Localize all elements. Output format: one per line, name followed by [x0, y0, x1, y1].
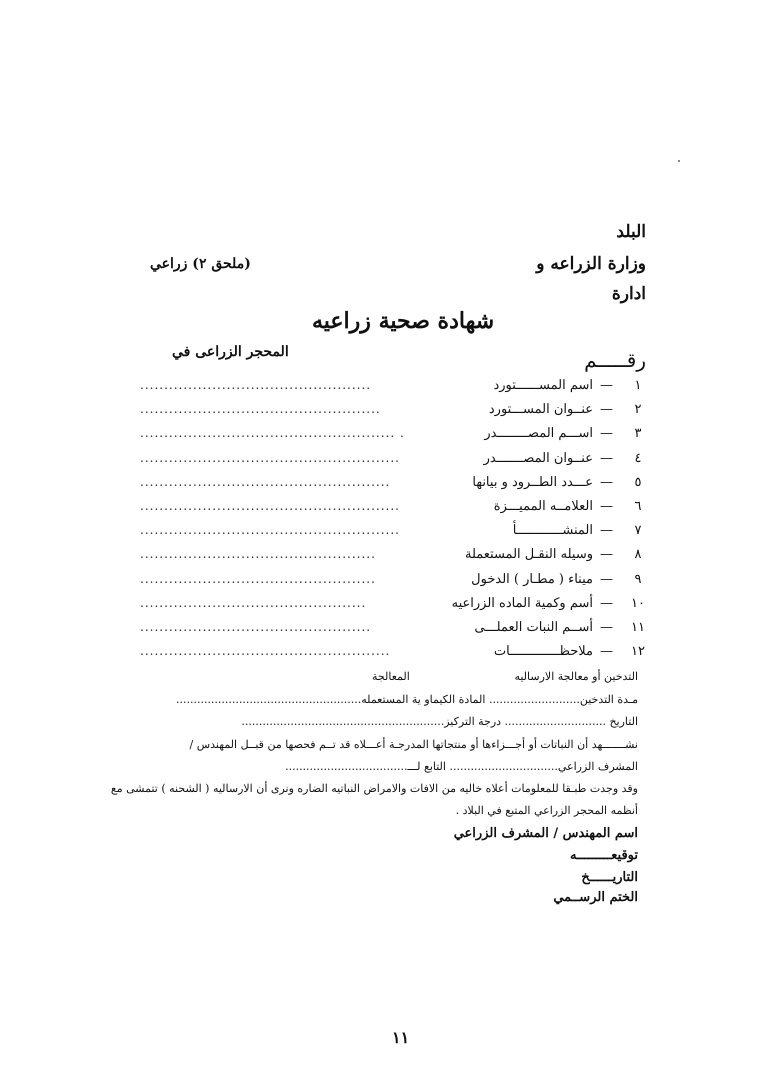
certify-line: نشـــــــهد أن النباتات أو أجـــزاءها أو منتجاتها المدرجـة أعـــلاه قد تــم فحصها من قبــل المهندس / [189, 738, 638, 751]
field-dotted-line: .................................................. [140, 402, 381, 416]
administration-label: ادارة [611, 284, 646, 304]
treatment-heading: التدخين أو معالجة الارساليه [514, 670, 638, 683]
field-number: ٧ [634, 523, 642, 538]
field-label: ميناء ( مطـار ) الدخول [471, 572, 593, 587]
field-row [140, 547, 645, 569]
quarantine-label: المحجر الزراعى في [172, 344, 289, 360]
field-number: ٨ [634, 547, 642, 562]
signature-label: توقيعـــــــــه [570, 848, 638, 863]
page-number: ١١ [392, 1028, 410, 1047]
field-dash: — [600, 596, 613, 611]
ministry-label: وزارة الزراعه و [536, 254, 646, 274]
treatment-duration-line: مـدة التدخين.......................... المادة الكيماو ية المستعمله..................................................... [175, 693, 638, 706]
field-number: ١٢ [631, 644, 645, 659]
number-label: رقـــــم [584, 348, 646, 372]
field-dash: — [600, 572, 613, 587]
field-number: ٦ [634, 499, 642, 514]
field-number: ١ [634, 378, 642, 393]
field-dash: — [600, 402, 613, 417]
field-row [140, 451, 645, 473]
date-label: التاريــــــخ [581, 870, 638, 885]
field-dash: — [600, 451, 613, 466]
field-number: ٤ [634, 451, 642, 466]
field-dash: — [600, 499, 613, 514]
field-label: العلامــه المميـــزة [493, 499, 593, 514]
field-row [140, 523, 645, 545]
field-dash: — [600, 644, 613, 659]
field-dotted-line: . ..................................................... [140, 426, 405, 440]
field-number: ٣ [634, 426, 642, 441]
field-row [140, 620, 645, 642]
treatment-subheading: المعالجة [372, 670, 410, 683]
field-dash: — [600, 620, 613, 635]
country-label: البلد [616, 222, 646, 242]
field-number: ١٠ [631, 596, 645, 611]
field-number: ١١ [631, 620, 645, 635]
field-number: ٩ [634, 572, 642, 587]
field-dotted-line: .................................................... [140, 644, 391, 658]
field-dotted-line: ................................................. [140, 547, 376, 561]
field-row [140, 499, 645, 521]
found-line-2: أنظمه المحجر الزراعي المتبع في البلاد . [455, 804, 638, 817]
field-dotted-line: ...................................................... [140, 499, 400, 513]
stamp-label: الختم الرســمي [553, 890, 638, 905]
engineer-label: اسم المهندس / المشرف الزراعي [453, 826, 638, 841]
field-label: وسيله النقـل المستعملة [464, 547, 593, 562]
field-dotted-line: .................................................... [140, 475, 391, 489]
scan-speck [678, 160, 680, 162]
field-label: عـــدد الطــرود و بيانها [472, 475, 593, 490]
field-dotted-line: ............................................... [140, 596, 367, 610]
treatment-date-line: التاريخ ............................. درجة التركيز.......................................................... [241, 715, 638, 728]
supervisor-line: المشرف الزراعي............................... التابع لـــ................................... [285, 760, 638, 773]
field-label: عنــوان المســـتورد [488, 402, 593, 417]
field-label: المنشــــــــــــأ [512, 523, 593, 538]
field-dash: — [600, 475, 613, 490]
field-dotted-line: ................................................. [140, 572, 376, 586]
field-dash: — [600, 426, 613, 441]
field-dash: — [600, 547, 613, 562]
field-number: ٥ [634, 475, 642, 490]
field-label: اسم المســــــتورد [493, 378, 593, 393]
document-title: شهادة صحية زراعيه [312, 308, 495, 334]
field-dotted-line: ................................................ [140, 378, 372, 392]
found-line-1: وقد وجدت طبـقا للمعلومات أعلاه خاليه من الافات والامراض النباتيه الضاره ونرى أن الارساليه ( الشحنه ) تتمشى مع [110, 782, 638, 795]
field-label: عنــوان المصـــــــدر [483, 451, 593, 466]
field-number: ٢ [634, 402, 642, 417]
field-dotted-line: ...................................................... [140, 523, 400, 537]
field-dash: — [600, 378, 613, 393]
field-row [140, 644, 645, 666]
field-row [140, 402, 645, 424]
annex-label: (ملحق ٢) زراعي [150, 256, 251, 272]
field-row [140, 426, 645, 448]
field-dotted-line: ................................................ [140, 620, 372, 634]
field-row [140, 475, 645, 497]
field-label: ملاحظـــــــــــــات [493, 644, 593, 659]
field-label: اســـم المصــــــــدر [484, 426, 593, 441]
field-label: أسم وكمية الماده الزراعيه [451, 596, 593, 611]
field-dotted-line: ...................................................... [140, 451, 400, 465]
field-row [140, 596, 645, 618]
field-dash: — [600, 523, 613, 538]
field-label: أســم النبات العملـــى [474, 620, 593, 635]
field-row [140, 572, 645, 594]
field-row [140, 378, 645, 400]
